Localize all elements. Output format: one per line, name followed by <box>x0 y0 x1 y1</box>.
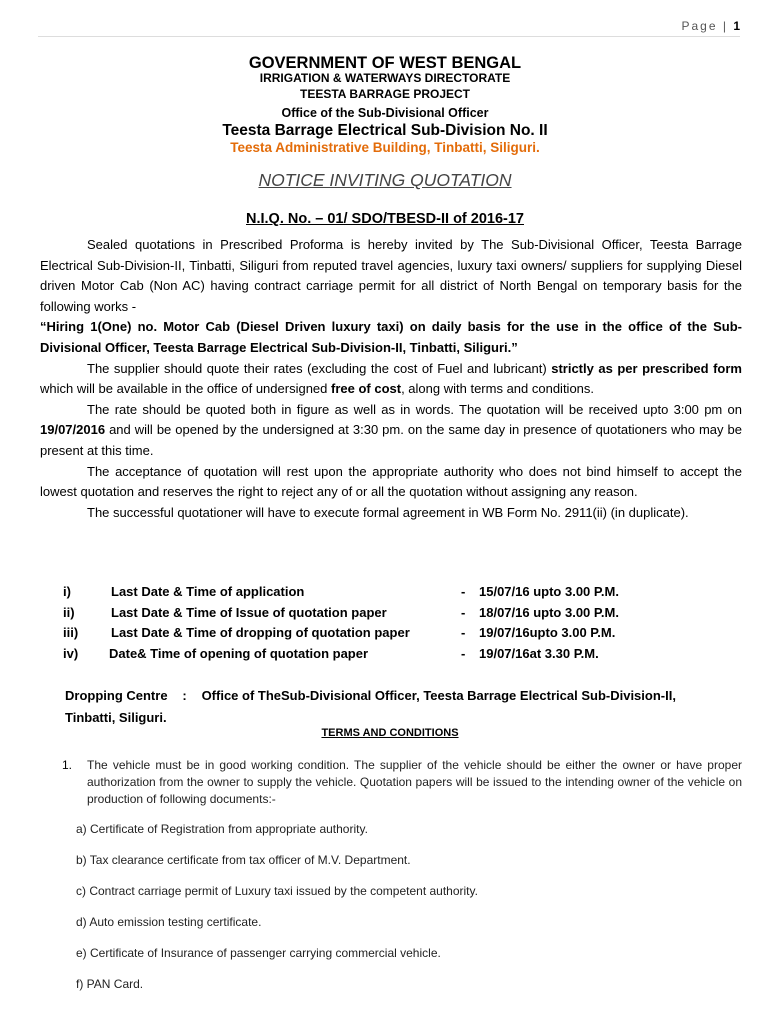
office-title: Office of the Sub-Divisional Officer <box>281 106 489 120</box>
schedule-value: 15/07/16 upto 3.00 P.M. <box>479 584 619 599</box>
quote-rules-date: 19/07/2016 <box>40 422 106 438</box>
quote-rules-text-2: and will be opened by the undersigned at 3:30 pm. on the same day in presence of quotationers who may be present at this time. <box>40 422 742 458</box>
paragraph-rates <box>40 359 742 400</box>
office-address: Teesta Administrative Building, Tinbatti, Siliguri. <box>230 140 540 155</box>
schedule-label: Last Date & Time of Issue of quotation paper <box>111 604 387 620</box>
schedule-label: Date& Time of opening of quotation paper <box>109 645 369 661</box>
paragraph-agreement: The successful quotationer will have to execute formal agreement in WB Form No. 2911(ii) (in duplicate). <box>87 504 689 520</box>
directorate-title: IRRIGATION & WATERWAYS DIRECTORATE <box>259 71 511 85</box>
paragraph-invitation: Sealed quotations in Prescribed Proforma is hereby invited by The Sub-Divisional Officer, Teesta Barrage Electrical Sub-Division-II, Tinbatti, Siliguri from reputed travel agencies, luxury taxi owners/ suppliers for supplying Diesel driven Motor Cab (Non AC) having contract carriage permit for all district of North Bengal on temporary basis for the following works - <box>40 237 742 314</box>
document-item: f) PAN Card. <box>76 977 144 991</box>
header-rule <box>38 36 740 37</box>
schedule-label: Last Date & Time of application <box>111 584 305 599</box>
schedule-number: ii) <box>63 604 75 620</box>
page-number-header <box>681 19 740 33</box>
document-item: d) Auto emission testing certificate. <box>76 915 262 929</box>
dropping-line-1: Office of TheSub-Divisional Officer, Teesta Barrage Electrical Sub-Division-II, <box>201 688 676 703</box>
paragraph-acceptance: The acceptance of quotation will rest upon the appropriate authority who does not bind himself to accept the lowest quotation and reserves the right to reject any of or all the quotation without assigning any reason. <box>40 463 742 500</box>
schedule-list <box>55 584 745 666</box>
schedule-row <box>55 646 745 667</box>
hiring-text: “Hiring 1(One) no. Motor Cab (Diesel Driven luxury taxi) on daily basis for the use in the office of the Sub-Divisional Officer, Teesta Barrage Electrical Sub-Division-II, Tinbatti, Siliguri.” <box>40 319 742 355</box>
terms-item-1 <box>62 757 742 808</box>
notice-heading <box>0 170 770 191</box>
schedule-number: iii) <box>63 625 79 641</box>
terms-title: TERMS AND CONDITIONS <box>321 727 459 739</box>
schedule-dash: - <box>461 584 466 599</box>
niq-number: N.I.Q. No. – 01/ SDO/TBESD-II of 2016-17 <box>246 211 524 227</box>
schedule-number: iv) <box>63 645 79 661</box>
notice-body <box>40 235 742 523</box>
rates-emphasis-free: free of cost <box>331 381 402 397</box>
niq-heading <box>0 211 770 227</box>
dropping-colon: : <box>182 688 187 703</box>
schedule-dash: - <box>461 604 466 620</box>
project-title: TEESTA BARRAGE PROJECT <box>299 87 470 101</box>
quote-rules-text: The rate should be quoted both in figure as well as in words. The quotation will be received upto 3:00 pm on <box>87 401 742 417</box>
document-item: c) Contract carriage permit of Luxury taxi issued by the competent authority. <box>76 884 478 898</box>
document-item: b) Tax clearance certificate from tax officer of M.V. Department. <box>76 853 411 867</box>
notice-title: NOTICE INVITING QUOTATION <box>258 170 512 190</box>
document-item: e) Certificate of Insurance of passenger carrying commercial vehicle. <box>76 946 441 960</box>
government-title: GOVERNMENT OF WEST BENGAL <box>248 54 522 72</box>
division-title: Teesta Barrage Electrical Sub-Division No. II <box>222 122 548 139</box>
schedule-row <box>55 584 745 605</box>
page-label: Page <box>681 19 718 33</box>
page-separator: | <box>722 19 728 33</box>
schedule-dash: - <box>461 625 466 641</box>
rates-text-3: , along with terms and conditions. <box>401 381 595 397</box>
paragraph-quote-rules <box>40 400 742 462</box>
schedule-value: 19/07/16at 3.30 P.M. <box>479 645 599 661</box>
paragraph-hiring <box>40 317 742 358</box>
schedule-number: i) <box>63 584 71 599</box>
rates-emphasis-form: strictly as per prescribed form <box>551 360 742 376</box>
dropping-centre <box>65 685 745 729</box>
schedule-row <box>55 625 745 646</box>
rates-text-2: which will be available in the office of undersigned <box>40 381 331 397</box>
page-number: 1 <box>733 19 740 33</box>
schedule-value: 18/07/16 upto 3.00 P.M. <box>479 604 619 620</box>
schedule-label: Last Date & Time of dropping of quotation paper <box>111 625 410 641</box>
rates-text: The supplier should quote their rates (excluding the cost of Fuel and lubricant) <box>87 360 552 376</box>
dropping-label: Dropping Centre <box>65 688 168 703</box>
schedule-value: 19/07/16upto 3.00 P.M. <box>479 625 616 641</box>
schedule-dash: - <box>461 645 466 661</box>
terms-item-text: The vehicle must be in good working condition. The supplier of the vehicle should be either the owner or have proper authorization from the owner to supply the vehicle. Quotation papers will be issued to the intending owner of the vehicle on production of following documents:- <box>87 758 742 806</box>
schedule-row <box>55 605 745 626</box>
terms-item-number: 1. <box>62 758 73 772</box>
document-item: a) Certificate of Registration from appropriate authority. <box>76 822 368 836</box>
dropping-line-2: Tinbatti, Siliguri. <box>65 710 167 725</box>
